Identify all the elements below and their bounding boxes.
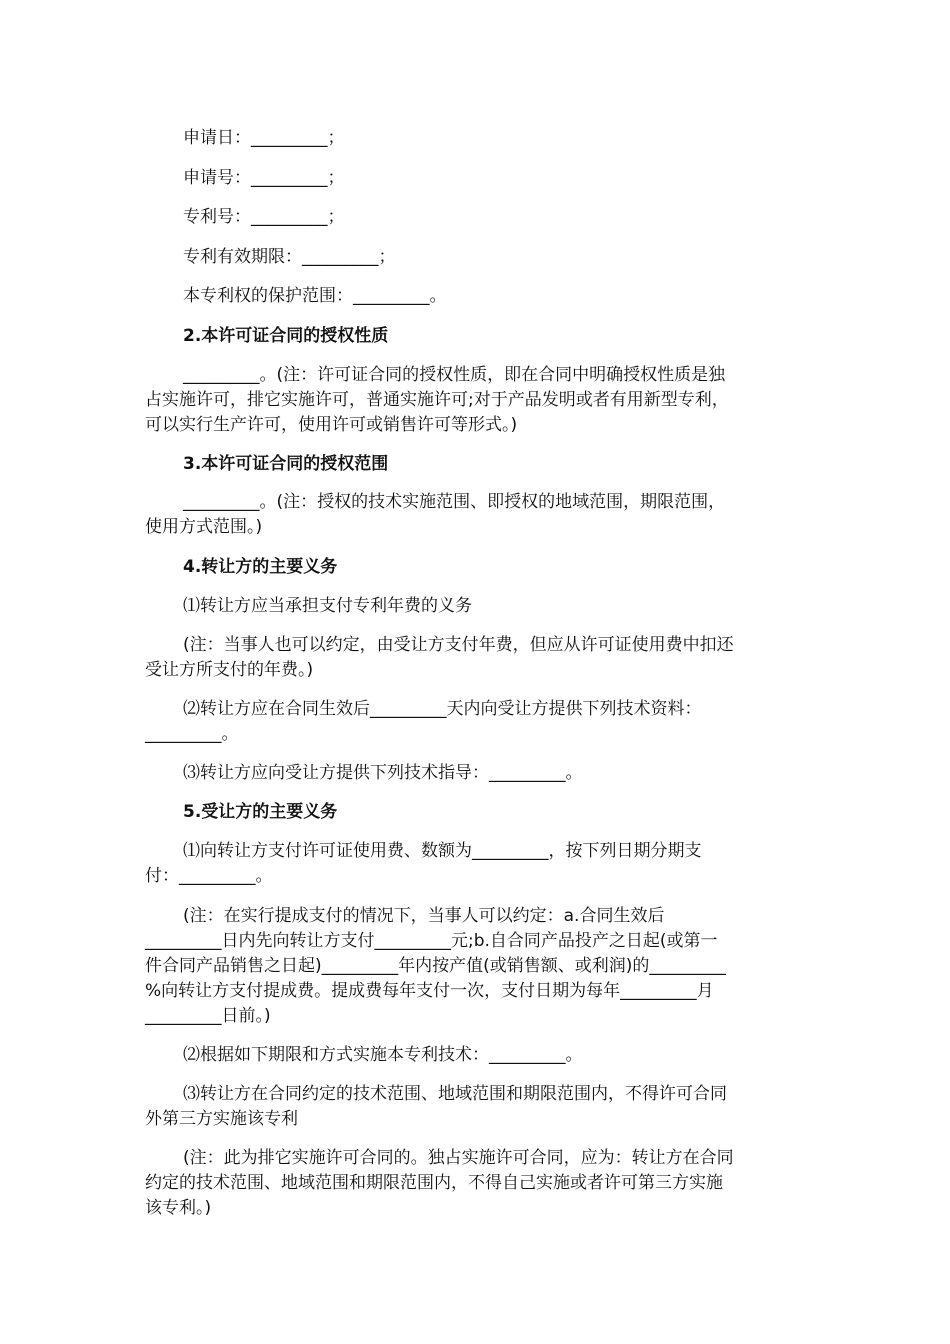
list-item-continuation: 外第三方实施该专利	[145, 1109, 298, 1129]
patent-number-line: 专利号：_________；	[183, 207, 345, 227]
section-heading-4: 4.转让方的主要义务	[183, 557, 338, 577]
list-item: ⑶转让方在合同约定的技术范围、地域范围和期限范围内，不得许可合同	[183, 1084, 727, 1104]
note-line: (注：此为排它实施许可合同的。独占实施许可合同，应为：转让方在合同	[183, 1148, 734, 1168]
note-line: 件合同产品销售之日起)_________年内按产值(或销售额、或利润)的_________	[145, 956, 726, 976]
paragraph-line: 占实施许可，排它实施许可，普通实施许可;对于产品发明或者有用新型专利，	[145, 390, 729, 410]
note-line: (注：当事人也可以约定，由受让方支付年费，但应从许可证使用费中扣还	[183, 635, 734, 655]
list-item: ⑴向转让方支付许可证使用费、数额为_________，按下列日期分期支	[183, 841, 702, 861]
list-item: ⑴转让方应当承担支付专利年费的义务	[183, 596, 472, 616]
paragraph-line: _________。(注：许可证合同的授权性质，即在合同中明确授权性质是独	[183, 365, 726, 385]
paragraph-line: 使用方式范围。)	[145, 517, 263, 537]
list-item: ⑵转让方应在合同生效后_________天内向受让方提供下列技术资料：	[183, 699, 702, 719]
application-number-line: 申请号：_________；	[183, 168, 345, 188]
application-date-line: 申请日：_________；	[183, 128, 345, 148]
list-item-continuation: 付：_________。	[145, 866, 273, 886]
note-line: 受让方所支付的年费。)	[145, 660, 314, 680]
section-heading-3: 3.本许可证合同的授权范围	[183, 454, 389, 474]
protection-scope-line: 本专利权的保护范围：_________。	[183, 286, 447, 306]
list-item-continuation: _________。	[145, 724, 239, 744]
section-heading-5: 5.受让方的主要义务	[183, 802, 338, 822]
patent-validity-line: 专利有效期限：_________；	[183, 247, 396, 267]
note-line: _________日内先向转让方支付_________元;b.自合同产品投产之日起(或第一	[145, 931, 718, 951]
note-line: (注：在实行提成支付的情况下，当事人可以约定：a.合同生效后	[183, 906, 665, 926]
list-item: ⑶转让方应向受让方提供下列技术指导：_________。	[183, 763, 583, 783]
list-item: ⑵根据如下期限和方式实施本专利技术：_________。	[183, 1045, 583, 1065]
note-line: 该专利。)	[145, 1198, 212, 1218]
paragraph-line: _________。(注：授权的技术实施范围、即授权的地域范围，期限范围，	[183, 492, 726, 512]
paragraph-line: 可以实行生产许可，使用许可或销售许可等形式。)	[145, 415, 518, 435]
note-line: 约定的技术范围、地域范围和期限范围内，不得自己实施或者许可第三方实施	[145, 1173, 723, 1193]
note-line: _________日前。)	[145, 1006, 271, 1026]
note-line: %向转让方支付提成费。提成费每年支付一次，支付日期为每年_________月	[145, 981, 714, 1001]
section-heading-2: 2.本许可证合同的授权性质	[183, 326, 389, 346]
